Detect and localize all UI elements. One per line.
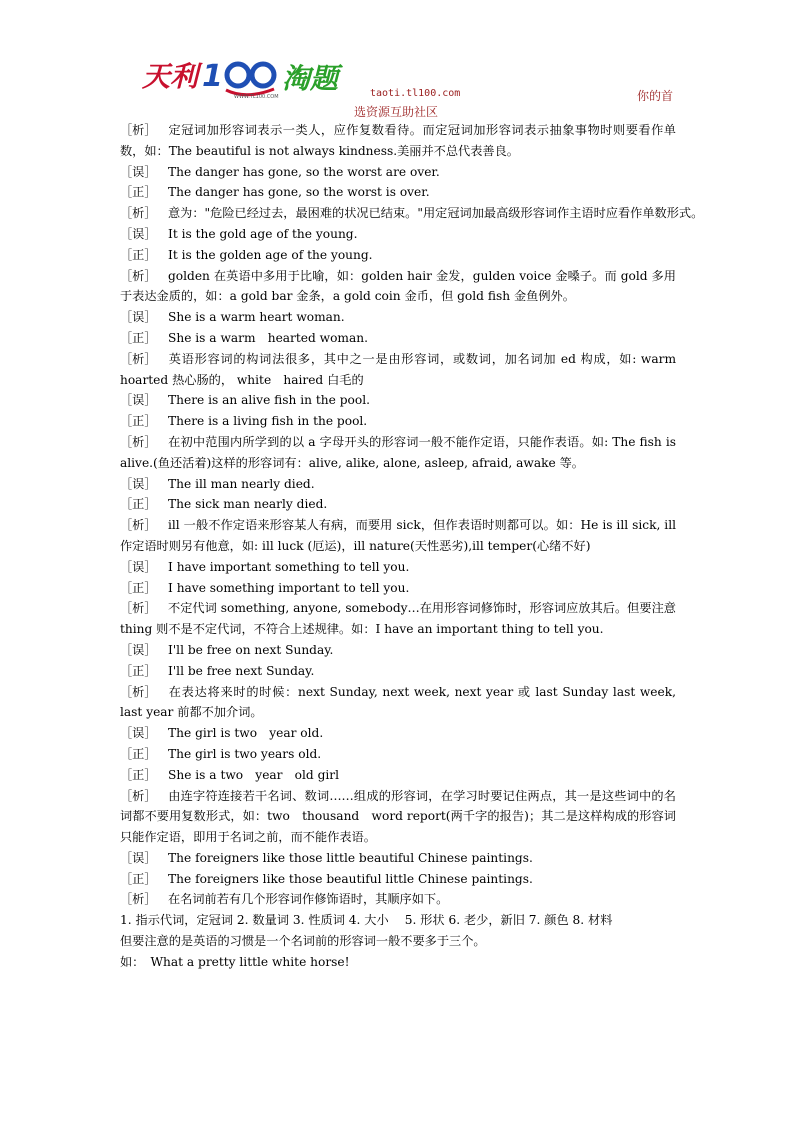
document-line [120, 474, 676, 495]
document-line [120, 515, 676, 557]
line-tag: ［正］ [120, 414, 157, 429]
line-tag: ［正］ [120, 580, 157, 595]
line-tag: ［正］ [120, 497, 157, 512]
line-tag: ［析］ [120, 601, 157, 616]
line-text: It is the golden age of the young. [168, 247, 373, 262]
header-community-text: 选资源互助社区 [354, 105, 439, 119]
document-line [120, 578, 676, 599]
line-text: The girl is two years old. [168, 746, 322, 761]
line-tag: ［误］ [120, 726, 157, 741]
document-line [120, 786, 676, 848]
document-line [120, 349, 689, 391]
line-tag: ［析］ [120, 123, 157, 137]
line-tag: ［正］ [120, 330, 157, 345]
line-text: golden 在英语中多用于比喻，如：golden hair 金发，gulden voice 金嗓子。而 gold 多用于表达金质的，如：a gold bar 金条，a gold coin 金币，但 gold fish 金鱼例外。 [120, 268, 676, 304]
document-line [120, 744, 676, 765]
example: 如： What a pretty little white horse! [120, 954, 350, 969]
line-tag: ［析］ [120, 434, 157, 449]
line-text: The danger has gone, so the worst are over. [168, 164, 440, 179]
document-line [120, 889, 676, 910]
document-line [120, 328, 676, 349]
line-tag: ［误］ [120, 164, 157, 179]
document-line [120, 682, 676, 724]
document-line [120, 432, 676, 474]
line-text: 由连字符连接若干名词、数词……组成的形容词，在学习时要记住两点，其一是这些词中的名词都不要用复数形式，如：two thousand word report(两千字的报告)；其二是这样构成的形容词只能作定语，即用于名词之前，而不能作表语。 [120, 788, 676, 845]
svg-text:淘题: 淘题 [282, 62, 339, 95]
page-header [0, 0, 794, 120]
line-tag: ［误］ [120, 476, 157, 491]
svg-text:天利: 天利 [142, 60, 199, 93]
document-line [120, 411, 676, 432]
document-line [120, 203, 704, 224]
document-line [120, 390, 676, 411]
line-tag: ［误］ [120, 310, 157, 325]
line-tag: ［误］ [120, 850, 157, 865]
document-line [120, 162, 676, 183]
document-line [120, 723, 676, 744]
line-text: There is a living fish in the pool. [168, 414, 368, 429]
line-text: The ill man nearly died. [168, 476, 315, 491]
line-tag: ［正］ [120, 746, 157, 761]
line-tag: ［析］ [120, 892, 157, 907]
line-tag: ［析］ [120, 206, 157, 221]
line-text: She is a warm heart woman. [168, 310, 345, 325]
note: 但要注意的是英语的习惯是一个名词前的形容词一般不要多于三个。 [120, 934, 486, 949]
line-text: I have something important to tell you. [168, 580, 410, 595]
line-text: I'll be free next Sunday. [168, 663, 315, 678]
header-right-text: 你的首 [637, 89, 674, 103]
line-text: 在初中范围内所学到的以 a 字母开头的形容词一般不能作定语，只能作表语。如: The fish is alive.(鱼还活着)这样的形容词有：alive, alike, alone, asleep, afraid, awake 等。 [120, 434, 676, 470]
line-text: She is a two year old girl [168, 767, 340, 782]
line-text: I have important something to tell you. [168, 559, 410, 574]
line-text: 意为："危险已经过去，最困难的状况已结束。"用定冠词加最高级形容词作主语时应看作单数形式。 [168, 206, 704, 221]
document-body [120, 120, 704, 973]
line-text: I'll be free on next Sunday. [168, 642, 334, 657]
line-text: ill 一般不作定语来形容某人有病，而要用 sick，但作表语时则都可以。如：He is ill sick, ill 作定语时则另有他意，如: ill luck (厄运)，ill nature(天性恶劣),ill temper(心绪不好) [120, 518, 676, 553]
line-tag: ［正］ [120, 247, 157, 262]
document-line [120, 266, 676, 308]
line-tag: ［析］ [120, 351, 157, 366]
line-tag: ［析］ [120, 518, 157, 533]
svg-text:1: 1 [202, 59, 223, 94]
line-text: 定冠词加形容词表示一类人，应作复数看待。而定冠词加形容词表示抽象事物时则要看作单数，如：The beautiful is not always kindness.美丽并不总代表善良。 [120, 123, 676, 158]
line-text: 英语形容词的构词法很多，其中之一是由形容词，或数词，加名词加 ed 构成，如: warm hoarted 热心肠的， white haired 白毛的 [120, 351, 689, 387]
line-tag: ［析］ [120, 268, 157, 283]
line-text: The danger has gone, so the worst is over. [168, 185, 430, 200]
site-url[interactable]: taoti.tl100.com [370, 88, 461, 99]
line-tag: ［正］ [120, 767, 157, 782]
line-text: 在表达将来时的时候：next Sunday, next week, next year 或 last Sunday last week, last year 前都不加介词。 [120, 684, 676, 720]
line-tag: ［正］ [120, 871, 157, 886]
document-line [120, 869, 676, 890]
line-tag: ［误］ [120, 226, 157, 241]
line-tag: ［正］ [120, 663, 157, 678]
document-line [120, 224, 676, 245]
order-list: 1. 指示代词，定冠词 2. 数量词 3. 性质词 4. 大小 5. 形状 6. 老少，新旧 7. 颜色 8. 材料 [120, 913, 613, 928]
line-text: 不定代词 something, anyone, somebody…在用形容词修饰时，形容词应放其后。但要注意 thing 则不是不定代词，不符合上述规律。如：I have an important thing to tell you. [120, 601, 676, 637]
line-tag: ［误］ [120, 642, 157, 657]
line-tag: ［正］ [120, 185, 157, 200]
document-line [120, 661, 676, 682]
line-text: The sick man nearly died. [168, 497, 328, 512]
line-text: The foreigners like those little beautiful Chinese paintings. [168, 850, 533, 865]
line-tag: ［误］ [120, 393, 157, 408]
document-line [120, 557, 676, 578]
document-line [120, 640, 676, 661]
line-text: It is the gold age of the young. [168, 226, 358, 241]
line-text: 在名词前若有几个形容词作修饰语时，其顺序如下。 [168, 892, 449, 907]
line-text: The girl is two year old. [168, 726, 324, 741]
document-line [120, 120, 676, 162]
line-tag: ［析］ [120, 684, 157, 699]
document-line [120, 245, 676, 266]
line-text: The foreigners like those beautiful little Chinese paintings. [168, 871, 533, 886]
line-tag: ［误］ [120, 559, 157, 574]
document-line [120, 182, 676, 203]
document-line [120, 848, 676, 869]
line-text: She is a warm hearted woman. [168, 330, 368, 345]
document-line [120, 598, 676, 640]
document-line [120, 765, 676, 786]
document-line [120, 494, 676, 515]
document-line [120, 307, 676, 328]
site-logo [142, 56, 350, 100]
svg-text:WWW.TL100.COM: WWW.TL100.COM [234, 94, 279, 100]
line-text: There is an alive fish in the pool. [168, 393, 370, 408]
line-tag: ［析］ [120, 788, 157, 803]
